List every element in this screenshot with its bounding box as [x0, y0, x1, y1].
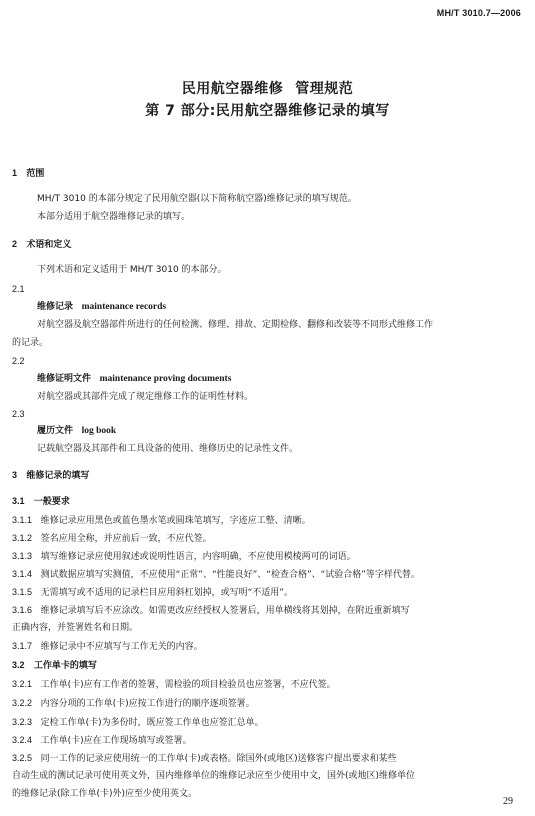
- section-1-paragraph-1: MH/T 3010 的本部分规定了民用航空器(以下简称航空器)维修记录的填写规范。: [37, 194, 357, 204]
- clause-2-1-number: 2.1: [12, 284, 25, 294]
- clause-3-1-6-cont: 正确内容，并签署姓名和日期。: [12, 623, 139, 633]
- clause-3-1-4: 3.1.4 测试数据应填写实测值，不应使用“正常”、“性能良好”、“检查合格”、“试验合格”等字样代替。: [12, 569, 420, 580]
- document-title: [0, 78, 535, 98]
- clause-3-1-6: 3.1.6 维修记录填写后不应涂改。如需更改应经授权人签署后，用单横线将其划掉，在附近重新填写: [12, 605, 410, 616]
- clause-3-2-5: 3.2.5 同一工作的记录应使用统一的工作单(卡)或表格。除国外(或地区)送修客户提出要求和某些: [12, 753, 397, 764]
- clause-3-1-7: 3.1.7 维修记录中不应填写与工作无关的内容。: [12, 641, 203, 652]
- clause-2-1-definition: 对航空器及航空器部件所进行的任何检测、修理、排故、定期检修、翻修和改装等不同形式维修工作: [37, 320, 434, 330]
- clause-3-2-2: 3.2.2 内容分项的工作单(卡)应按工作进行的顺序逐项签署。: [12, 698, 255, 709]
- clause-2-3-number: 2.3: [12, 409, 25, 419]
- clause-2-3-definition: 记载航空器及其部件和工具设备的使用、维修历史的记录性文件。: [37, 444, 299, 454]
- clause-3-1-5: 3.1.5 无需填写或不适用的记录栏目应用斜杠划掉，或写明“不适用”。: [12, 587, 293, 598]
- section-2-heading: 2 术语和定义: [12, 239, 72, 250]
- clause-3-2-5-cont-1: 自动生成的测试记录可使用英文外，国内维修单位的维修记录应至少使用中文，国外(或地区)维修单位: [12, 771, 416, 781]
- clause-2-1-definition-cont: 的记录。: [12, 338, 49, 348]
- clause-2-1-term: 维修记录 maintenance records: [37, 302, 167, 312]
- clause-2-2-number: 2.2: [12, 356, 25, 366]
- clause-3-2-3: 3.2.3 定检工作单(卡)为多份时，既应签工作单也应签汇总单。: [12, 717, 264, 728]
- clause-3-1-3: 3.1.3 填写维修记录应使用叙述或说明性语言，内容明确，不应使用模棱两可的词语。: [12, 551, 356, 562]
- clause-3-1-2: 3.1.2 签名应用全称，并应前后一致，不应代签。: [12, 533, 212, 544]
- clause-2-3-term: 履历文件 log book: [37, 426, 117, 436]
- page-number: 29: [503, 796, 513, 807]
- clause-3-2-4: 3.2.4 工作单(卡)应在工作现场填写或签署。: [12, 735, 192, 746]
- clause-2-2-definition: 对航空器或其部件完成了规定维修工作的证明性材料。: [37, 392, 254, 402]
- document-subtitle: 第 7 部分:民用航空器维修记录的填写: [145, 103, 390, 119]
- section-1-paragraph-2: 本部分适用于航空器维修记录的填写。: [37, 212, 191, 222]
- standard-code-header: MH/T 3010.7—2006: [436, 8, 521, 18]
- section-2-paragraph-1: 下列术语和定义适用于 MH/T 3010 的本部分。: [37, 265, 227, 275]
- title-part-a: 民用航空器维修: [181, 81, 284, 97]
- clause-3-1-1: 3.1.1 维修记录应用黑色或蓝色墨水笔或圆珠笔填写，字迹应工整、清晰。: [12, 515, 311, 526]
- section-3-heading: 3 维修记录的填写: [12, 470, 90, 481]
- title-part-b: 管理规范: [295, 81, 354, 97]
- clause-3-1-heading: 3.1 一般要求: [12, 496, 70, 507]
- section-1-heading: 1 范围: [12, 168, 45, 179]
- clause-3-2-1: 3.2.1 工作单(卡)应有工作者的签署，需检验的项目检验员也应签署，不应代签。: [12, 679, 336, 690]
- clause-3-2-5-cont-2: 的维修记录(除工作单(卡)外)应至少使用英文。: [12, 789, 198, 799]
- clause-2-2-term: 维修证明文件 maintenance proving documents: [37, 374, 232, 384]
- clause-3-2-heading: 3.2 工作单卡的填写: [12, 660, 97, 671]
